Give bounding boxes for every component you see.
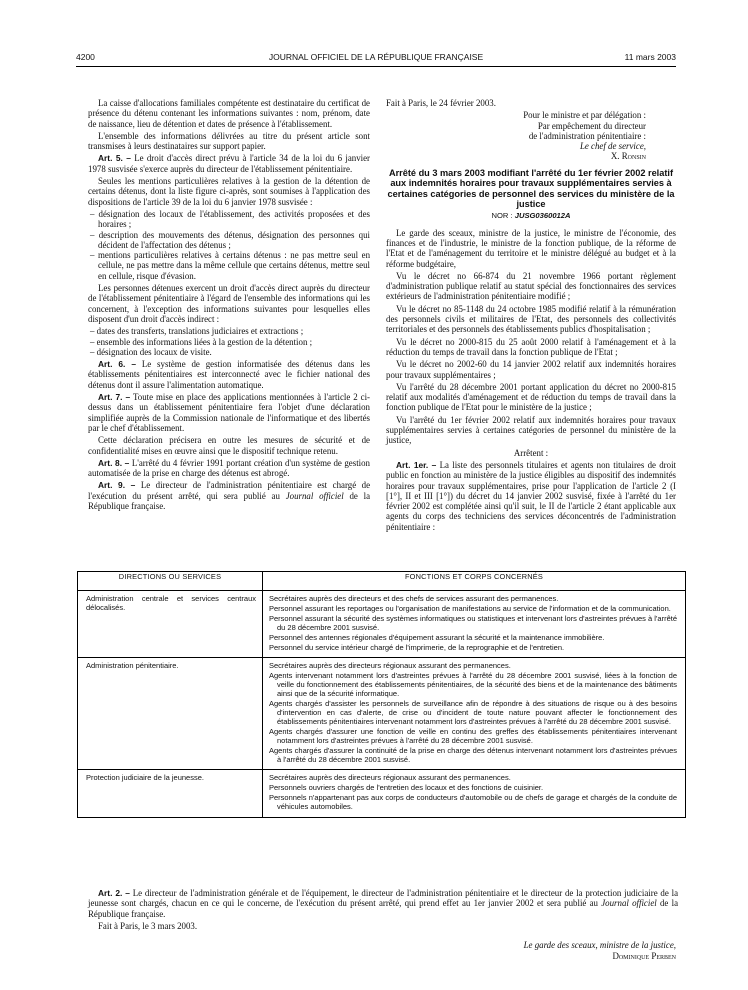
function-item: Secrétaires auprès des directeurs régionaux assurant des permanences.: [269, 661, 511, 671]
journal-officiel-ref: Journal officiel: [601, 898, 657, 909]
function-item: Personnel assurant la sécurité des systèmes informatiques ou statistiques et intervenant lors d'astreintes prévues à l'arrêté du 28 décembre 2001 susvisé.: [269, 613, 677, 632]
direction-cell: Protection judiciaire de la jeunesse.: [78, 770, 263, 818]
function-item: Personnels ouvriers chargés de l'entretien des locaux et des fonctions de cuisinier.: [269, 783, 544, 793]
list-item: – mentions particulières relatives à certains détenus : ne pas mettre seul en cellule, ne pas mettre dans la même cellule que certains détenus, mettre seul en cellule, risque d'évasion.: [88, 250, 370, 281]
article-text-end: de la République française.: [88, 490, 371, 511]
function-item: Agents chargés d'assister les personnels de surveillance afin de répondre à des situations de risque ou à des besoins d'intervention en cas d'alerte, de crise ou d'incident de toute nature pouvant affecter le fonctionnement des établissements pénitentiaires intervenant notamment lors d'astreintes prévues à l'arrêté du 28 décembre 2001 susvisé.: [269, 699, 677, 726]
closing-articles: [88, 888, 678, 933]
article-label: Art. 6. –: [98, 359, 136, 370]
table-row: [78, 770, 686, 818]
function-item: Personnel du service intérieur chargé de l'imprimerie, de la reprographie et de l'entretien.: [269, 642, 565, 652]
signatory-name: Dominique Perben: [612, 950, 676, 961]
right-column: [386, 98, 676, 534]
paragraph: L'ensemble des informations délivrées au titre du présent article sont transmises à leurs destinataires sur support papier.: [88, 130, 370, 152]
article-label: Art. 2. –: [98, 888, 130, 898]
list-item: – description des mouvements des détenus, désignation des personnes qui décident de l'affectation des détenus ;: [88, 230, 370, 251]
list-item: – ensemble des informations liées à la gestion de la détention ;: [88, 337, 370, 347]
article-label: Art. 8. –: [98, 457, 130, 468]
decree-title: Arrêté du 3 mars 2003 modifiant l'arrêté du 1er février 2002 relatif aux indemnités horaires pour travaux supplémentaires servies à certaines catégories de personnel des services du ministère de la justice: [387, 167, 675, 209]
signatory-title: Le chef de service,: [579, 141, 646, 152]
column-header: DIRECTIONS OU SERVICES: [78, 572, 263, 591]
article-text: Le directeur de l'administration pénitentiaire est chargé de l'exécution du présent arrêté, qui sera publié au: [88, 480, 371, 501]
table-header-row: [78, 572, 686, 591]
article-label: Art. 1er. –: [396, 459, 437, 470]
fait-a-paris: Fait à Paris, le 24 février 2003.: [386, 98, 496, 108]
direction-cell: Administration centrale et services centraux délocalisés.: [78, 591, 263, 658]
signature-line: de l'administration pénitentiaire :: [528, 130, 646, 141]
article-9: [88, 480, 370, 511]
article-text-end: de la République française.: [88, 898, 679, 919]
visa: Vu le décret no 2000-815 du 25 août 2000 relatif à l'aménagement et à la réduction du temps de travail dans la fonction publique de l'Etat ;: [386, 336, 676, 357]
article-7: [88, 392, 370, 433]
table-row: [78, 591, 686, 658]
direction-cell: Administration pénitentiaire.: [78, 658, 263, 770]
arretent-heading: Arrêtent :: [513, 447, 549, 458]
issue-date: 11 mars 2003: [624, 52, 676, 62]
article-label: Art. 9. –: [98, 480, 136, 491]
left-column: [88, 98, 370, 513]
article-1: [386, 460, 676, 532]
paragraph: Seules les mentions particulières relatives à la gestion de la détention de certains détenus, dont la liste figure ci-après, sont soumises à l'application des dispositions de l'article 39 de la loi du 6 janvier 1978 susvisée :: [88, 176, 370, 207]
nor-code: JUSG0360012A: [514, 211, 571, 221]
nor-reference: [386, 211, 676, 221]
nor-label: NOR :: [491, 211, 513, 221]
article-8: [88, 458, 370, 479]
list-item: – dates des transferts, translations judiciaires et extractions ;: [88, 326, 370, 336]
signature-line: Pour le ministre et par délégation :: [523, 110, 646, 121]
visa: Vu le décret no 66-874 du 21 novembre 1966 portant règlement d'administration publique relatif au statut spécial des fonctionnaires des services extérieurs de l'administration pénitentiaire modifié ;: [386, 270, 676, 302]
function-item: Secrétaires auprès des directeurs régionaux assurant des permanences.: [269, 773, 511, 783]
signature-line: Par empêchement du directeur: [537, 120, 646, 131]
column-header: FONCTIONS ET CORPS CONCERNÉS: [263, 572, 686, 591]
visa: Vu le décret no 85-1148 du 24 octobre 1985 modifié relatif à la rémunération des personnels civils et militaires de l'Etat, des personnels des collectivités territoriales et des personnels des établissements publics d'hospitalisation ;: [386, 303, 676, 335]
signature-block: [386, 110, 676, 161]
article-label: Art. 7. –: [98, 392, 131, 403]
function-item: Agents chargés d'assurer la continuité de la prise en charge des détenus intervenant notamment lors d'astreintes prévues à l'arrêté du 28 décembre 2001 susvisé.: [269, 745, 677, 764]
indirect-access-list: [88, 326, 370, 357]
functions-cell: [263, 770, 686, 818]
visa: Vu le décret no 2002-60 du 14 janvier 2002 relatif aux indemnités horaires pour travaux supplémentaires ;: [386, 359, 676, 380]
final-signature: [524, 940, 676, 961]
page-number: 4200: [76, 52, 95, 62]
signatory-name: X. Ronsin: [610, 151, 646, 162]
services-table: [77, 571, 686, 818]
visa: Vu l'arrêté du 28 décembre 2001 portant application du décret no 2000-815 relatif aux modalités d'aménagement et de réduction du temps de travail dans la fonction publique de l'Etat pour le ministère de la justice ;: [386, 381, 676, 413]
function-item: Agents chargés d'assurer une fonction de veille en continu des greffes des établissements pénitentiaires intervenant notamment lors d'astreintes prévues à l'arrêté du 28 décembre 2001 susvisé.: [269, 726, 677, 745]
function-item: Personnels n'appartenant pas aux corps de conducteurs d'automobile ou de chefs de garage et chargés de la conduite de véhicules automobiles.: [269, 793, 677, 812]
article-2: [88, 888, 678, 919]
journal-title: JOURNAL OFFICIEL DE LA RÉPUBLIQUE FRANÇAISE: [268, 52, 484, 62]
signatory-title: Le garde des sceaux, ministre de la justice,: [523, 940, 676, 950]
table-row: [78, 658, 686, 770]
article-text: Le système de gestion informatisée des détenus dans les établissements pénitentiaires est interconnecté avec le fichier national des détenus dont il assure l'alimentation automatique.: [88, 359, 370, 390]
article-text: L'arrêté du 4 février 1991 portant création d'un système de gestion automatisée de la prise en charge des détenus est abrogé.: [88, 457, 370, 479]
function-item: Personnel assurant les reportages ou l'organisation de manifestations au service de l'information et de la communication.: [269, 603, 671, 613]
functions-cell: [263, 658, 686, 770]
article-text: Le directeur de l'administration générale et de l'équipement, le directeur de l'administration pénitentiaire et le directeur de la protection judiciaire de la jeunesse sont chargés, chacun en ce qui le concerne, de l'exécution du présent arrêté, qui prend effet au 1er janvier 2002 et sera publié au: [88, 888, 679, 909]
page-header: [76, 52, 676, 67]
functions-cell: [263, 591, 686, 658]
paragraph: La caisse d'allocations familiales compétente est destinataire du certificat de présence du détenu contenant les informations suivantes : nom, prénom, date de naissance, lieu de détention et dates de présence à l'établissement.: [88, 98, 370, 129]
list-item: – désignation des locaux de l'établissement, des activités proposées et des horaires ;: [88, 209, 370, 230]
visa: Vu l'arrêté du 1er février 2002 relatif aux indemnités horaires pour travaux supplémentaires servies à certaines catégories de personnel du ministère de la justice,: [386, 414, 676, 446]
article-text: Le droit d'accès direct prévu à l'article 34 de la loi du 6 janvier 1978 susvisée s'exerce auprès du directeur de l'établissement pénitentiaire.: [88, 153, 371, 174]
function-item: Secrétaires auprès des directeurs et des chefs de services assurant des permanences.: [269, 594, 559, 603]
article-text: La liste des personnels titulaires et agents non titulaires de droit public en fonction au ministère de la justice éligibles au dispositif des indemnités horaires pour travaux supplémentaires, prise pour l'application de l'article 2 (I [1°], II et III [1°]) du décret du 14 janvier 2002 susvisé, fixée à l'arrêté du 1er février 2002 est complétée ainsi qu'il suit, le II de l'article 2 étant applicable aux agents du corps des techniciens des services déconcentrés de l'administration pénitentiaire :: [386, 459, 677, 532]
function-item: Agents intervenant notamment lors d'astreintes prévues à l'arrêté du 28 décembre 2001 susvisé, liées à la fonction de veille du fonctionnement des établissements pénitentiaires, de la sécurité des biens et de la maintenance des bâtiments ainsi que de la sécurité informatique.: [269, 671, 677, 699]
journal-officiel-ref: Journal officiel: [285, 490, 344, 501]
function-item: Personnel des antennes régionales d'équipement assurant la sécurité et la maintenance immobilière.: [269, 632, 605, 642]
article-label: Art. 5. –: [98, 153, 131, 164]
fait-a-paris: Fait à Paris, le 3 mars 2003.: [98, 920, 198, 931]
article-6: [88, 359, 370, 390]
paragraph: Le garde des sceaux, ministre de la justice, le ministre de l'économie, des finances et de l'industrie, le ministre de la fonction publique, de la réforme de l'Etat et de l'aménagement du territoire et le ministre délégué au budget et à la réforme budgétaire,: [386, 227, 676, 269]
paragraph: Cette déclaration précisera en outre les mesures de sécurité et de confidentialité mises en œuvre ainsi que le dispositif technique retenu.: [88, 435, 370, 456]
article-text: Toute mise en place des applications mentionnées à l'article 2 ci-dessus dans un établissement pénitentiaire fera l'objet d'une déclaration simplifiée auprès de la Commission nationale de l'informatique et des libertés par le chef d'établissement.: [88, 392, 370, 433]
paragraph: Les personnes détenues exercent un droit d'accès direct auprès du directeur de l'établissement pénitentiaire à l'égard de l'ensemble des informations qui les concernent, à l'exception des informations suivantes pour lesquelles elles disposent d'un droit d'accès indirect :: [88, 283, 370, 324]
list-item: – désignation des locaux de visite.: [88, 347, 370, 357]
mentions-list: [88, 209, 370, 281]
article-5: [88, 153, 370, 174]
